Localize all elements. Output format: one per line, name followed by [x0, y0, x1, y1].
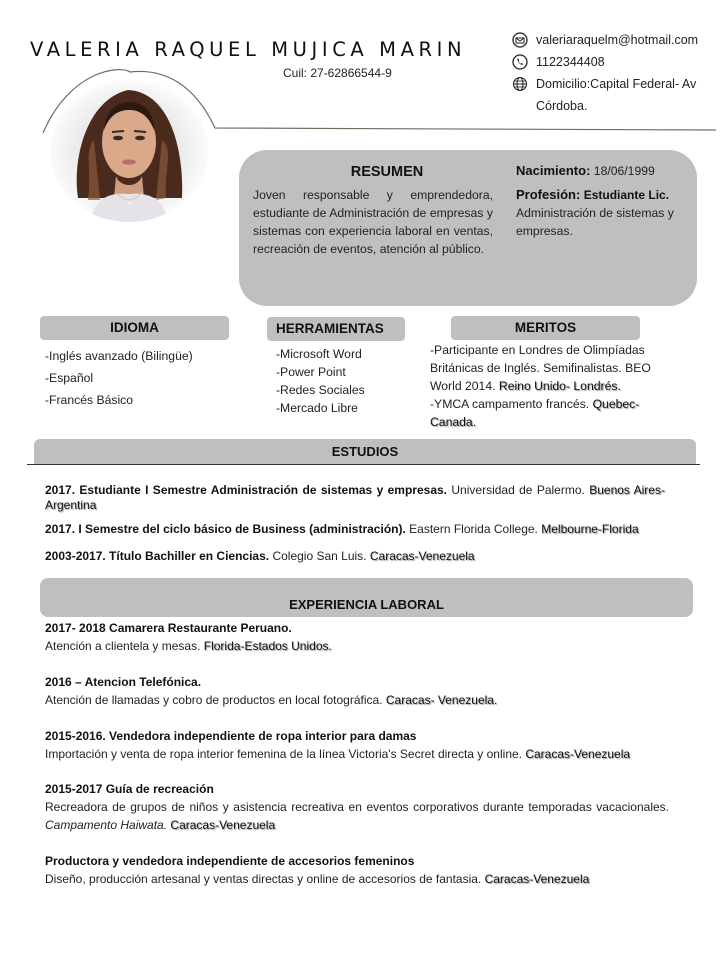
location-text: Caracas- Venezuela.	[385, 693, 498, 707]
estudios-heading: ESTUDIOS	[34, 439, 696, 464]
job-description: Importación y venta de ropa interior femenina de la línea Victoria's Secret directa y online. Caracas-Venezuela	[45, 747, 631, 761]
location-text: Melbourne-Florida	[541, 522, 639, 536]
list-item: -Participante en Londres de Olimpíadas Británicas de Inglés. Semifinalistas. BEO World 2014. Reino Unido- Londrés.	[430, 343, 651, 393]
list-item: -Microsoft Word	[276, 347, 362, 361]
job-entry	[45, 619, 669, 655]
address-line-2: Córdoba.	[536, 99, 588, 113]
email-icon	[512, 32, 528, 48]
list-item: -Power Point	[276, 365, 346, 379]
list-item: -Mercado Libre	[276, 401, 358, 415]
profession-row	[516, 186, 688, 240]
phone-icon	[512, 54, 528, 70]
candidate-name: VALERIA RAQUEL MUJICA MARIN	[30, 38, 467, 61]
location-text: Caracas-Venezuela	[170, 818, 276, 832]
section-divider	[27, 464, 700, 465]
meritos-heading: MERITOS	[451, 316, 640, 340]
job-description: Diseño, producción artesanal y ventas directas y online de accesorios de fantasia. Caracas-Venezuela	[45, 872, 590, 886]
job-description: Atención de llamadas y cobro de productos en local fotográfica. Caracas- Venezuela.	[45, 693, 498, 707]
herramientas-heading: HERRAMIENTAS	[267, 317, 405, 341]
contact-email	[512, 31, 698, 53]
profession-value-bold: Estudiante Lic.	[583, 188, 670, 202]
list-item: -YMCA campamento francés. Quebec-Canada.	[430, 397, 640, 429]
profile-photo	[50, 80, 208, 222]
summary-text: Joven responsable y emprendedora, estudiante de Administración de empresas y sistemas con experiencia laboral en ventas, recreación de eventos, atención al público.	[253, 188, 493, 256]
birth-label: Nacimiento:	[516, 163, 591, 178]
job-description: Atención a clientela y mesas. Florida-Estados Unidos.	[45, 639, 332, 653]
address-line-1: Domicilio:Capital Federal- Av	[536, 77, 697, 91]
contact-phone	[512, 53, 698, 75]
italic-text: Campamento Haiwata.	[45, 818, 168, 832]
profession-value: Administración de sistemas y empresas.	[516, 206, 674, 238]
idioma-heading: IDIOMA	[40, 316, 229, 340]
birth-row	[516, 162, 688, 180]
personal-info	[516, 162, 688, 240]
birth-value: 18/06/1999	[593, 164, 655, 178]
study-entry: 2003-2017. Título Bachiller en Ciencias. Colegio San Luis. Caracas-Venezuela	[45, 549, 475, 563]
meritos-list	[430, 341, 660, 431]
job-title: 2017- 2018 Camarera Restaurante Peruano.	[45, 621, 292, 635]
location-text: Reino Unido- Londrés.	[498, 379, 621, 393]
job-title: Productora y vendedora independiente de accesorios femeninos	[45, 854, 415, 868]
job-entry	[45, 852, 669, 888]
list-item: -Español	[45, 371, 94, 385]
list-item: -Inglés avanzado (Bilingüe)	[45, 349, 193, 363]
profession-label: Profesión:	[516, 187, 581, 202]
job-description: Recreadora de grupos de niños y asistencia recreativa en eventos corporativos durante temporadas vacacionales. Campamento Haiwata. Caracas-Venezuela	[45, 800, 669, 832]
contact-address	[512, 75, 698, 117]
experiencia-heading: EXPERIENCIA LABORAL	[40, 578, 693, 617]
summary-panel	[239, 150, 697, 306]
job-entry	[45, 780, 669, 834]
job-title: 2015-2017 Guía de recreación	[45, 782, 214, 796]
list-item: -Francés Básico	[45, 393, 134, 407]
phone-text: 1122344408	[536, 55, 605, 69]
study-entry: 2017. Estudiante I Semestre Administración de sistemas y empresas. Universidad de Palermo. Buenos Aires-Argentina	[45, 483, 665, 512]
job-entry	[45, 727, 669, 763]
study-entry: 2017. I Semestre del ciclo básico de Business (administración). Eastern Florida College. Melbourne-Florida	[45, 522, 639, 536]
list-item: -Redes Sociales	[276, 383, 365, 397]
cuil-number: Cuil: 27-62866544-9	[283, 66, 392, 80]
location-text: Buenos Aires-Argentina	[45, 483, 665, 512]
idioma-list	[45, 345, 193, 411]
location-text: Caracas-Venezuela	[484, 872, 590, 886]
contact-block	[512, 31, 698, 117]
globe-icon	[512, 76, 528, 92]
job-title: 2016 – Atencion Telefónica.	[45, 675, 202, 689]
location-text: Caracas-Venezuela	[525, 747, 631, 761]
herramientas-list	[276, 345, 365, 417]
job-title: 2015-2016. Vendedora independiente de ropa interior para damas	[45, 729, 417, 743]
location-text: Quebec-Canada.	[430, 397, 640, 429]
job-entry	[45, 673, 669, 709]
location-text: Florida-Estados Unidos.	[203, 639, 332, 653]
summary-title: RESUMEN	[350, 164, 424, 180]
portrait-illustration	[50, 80, 208, 222]
location-text: Caracas-Venezuela	[369, 549, 475, 563]
email-text[interactable]: valeriaraquelm@hotmail.com	[536, 33, 699, 47]
